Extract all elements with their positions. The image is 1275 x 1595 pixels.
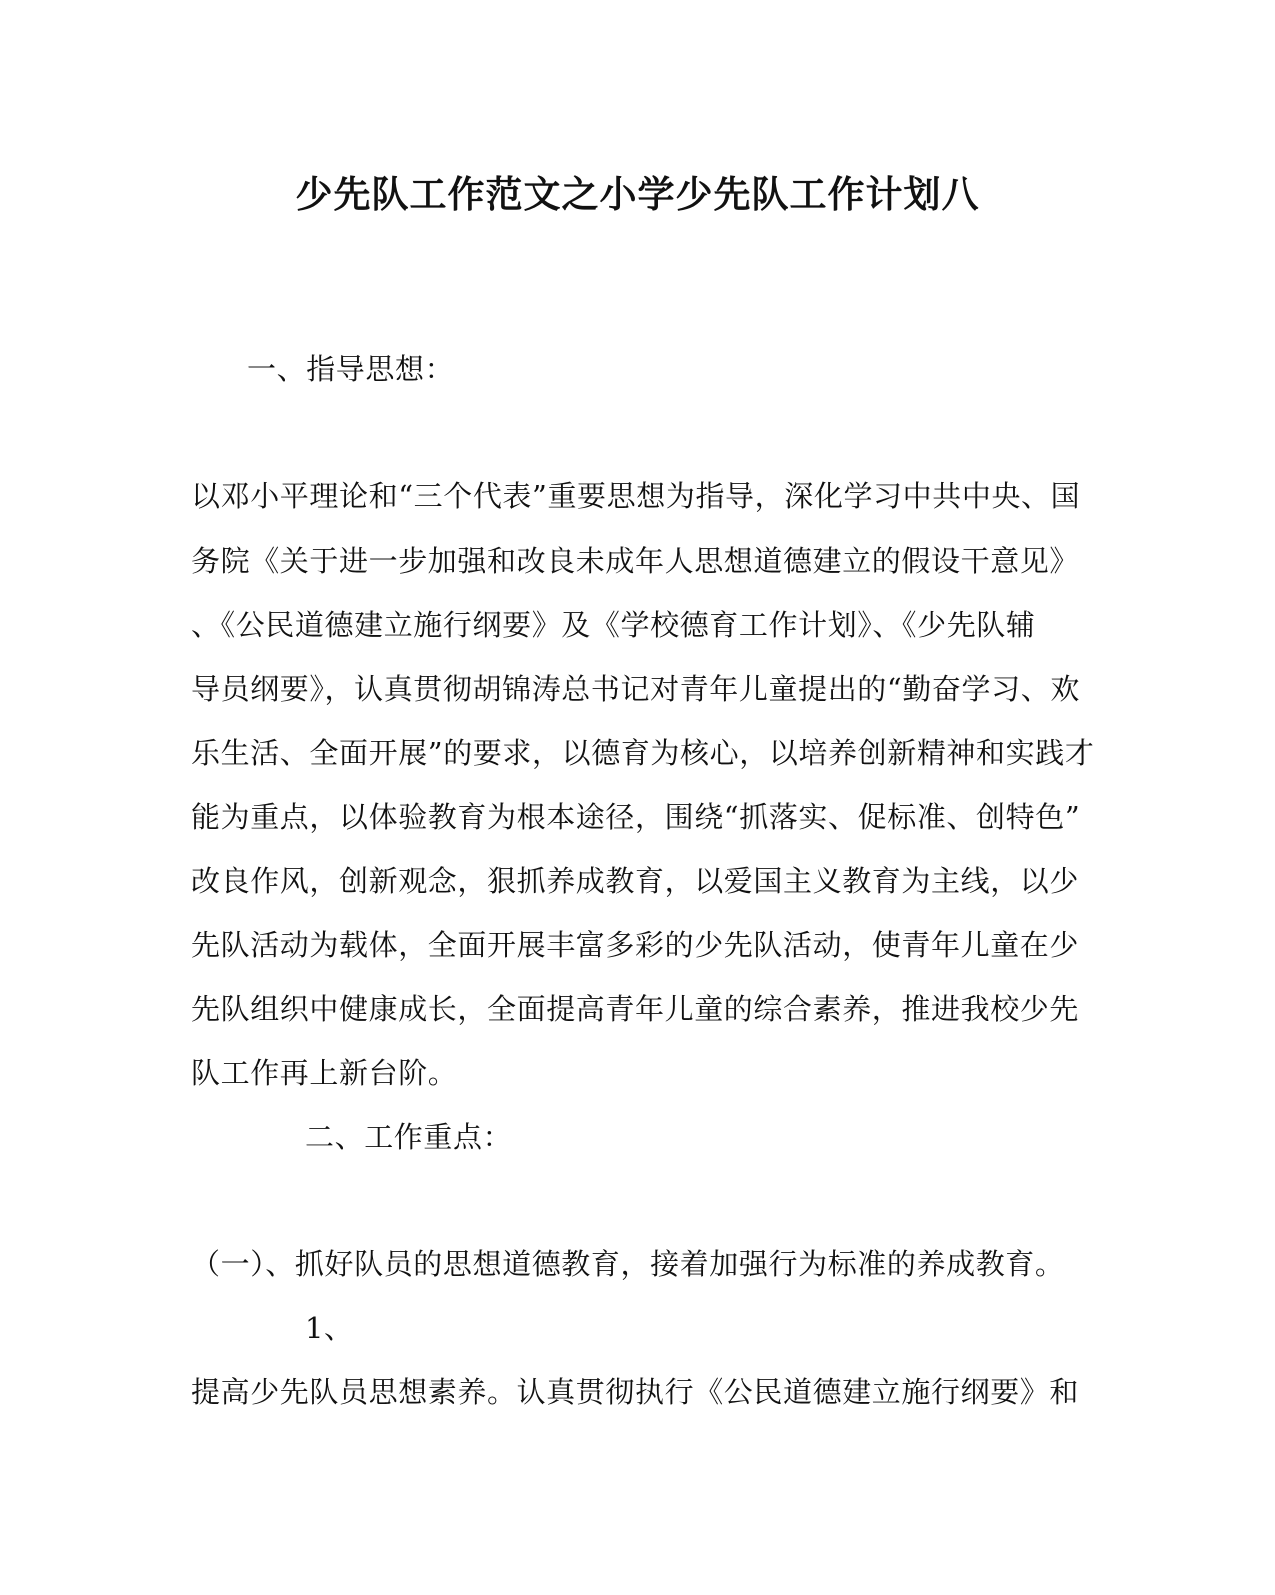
paragraph-line: 改良作风，创新观念，狠抓养成教育，以爱国主义教育为主线，以少: [191, 864, 1080, 898]
paragraph-line: 先队活动为载体，全面开展丰富多彩的少先队活动，使青年儿童在少: [191, 928, 1080, 962]
section-heading-work-focus: 二、工作重点：: [305, 1120, 513, 1154]
paragraph-line: 先队组织中健康成长，全面提高青年儿童的综合素养，推进我校少先: [191, 992, 1080, 1026]
paragraph-line: 、《公民道德建立施行纲要》及《学校德育工作计划》、《少先队辅: [191, 608, 1036, 642]
subsection-heading: （一）、抓好队员的思想道德教育，接着加强行为标准的养成教育。: [191, 1247, 1065, 1281]
paragraph-line: 能为重点，以体验教育为根本途径，围绕“抓落实、促标准、创特色”: [191, 800, 1081, 834]
paragraph-line: 导员纲要》，认真贯彻胡锦涛总书记对青年儿童提出的“勤奋学习、欢: [191, 672, 1080, 706]
paragraph-line: 队工作再上新台阶。: [191, 1056, 458, 1090]
document-title: 少先队工作范文之小学少先队工作计划八: [295, 172, 980, 216]
item-text: 提高少先队员思想素养。认真贯彻执行《公民道德建立施行纲要》和: [191, 1375, 1080, 1409]
section-heading-guiding-thought: 一、指导思想：: [247, 352, 455, 386]
item-number: 1、: [305, 1311, 354, 1345]
paragraph-line: 乐生活、全面开展”的要求，以德育为核心，以培养创新精神和实践才: [191, 736, 1095, 770]
paragraph-line: 以邓小平理论和“三个代表”重要思想为指导，深化学习中共中央、国: [191, 479, 1081, 513]
paragraph-line: 务院《关于进一步加强和改良未成年人思想道德建立的假设干意见》: [191, 544, 1080, 578]
